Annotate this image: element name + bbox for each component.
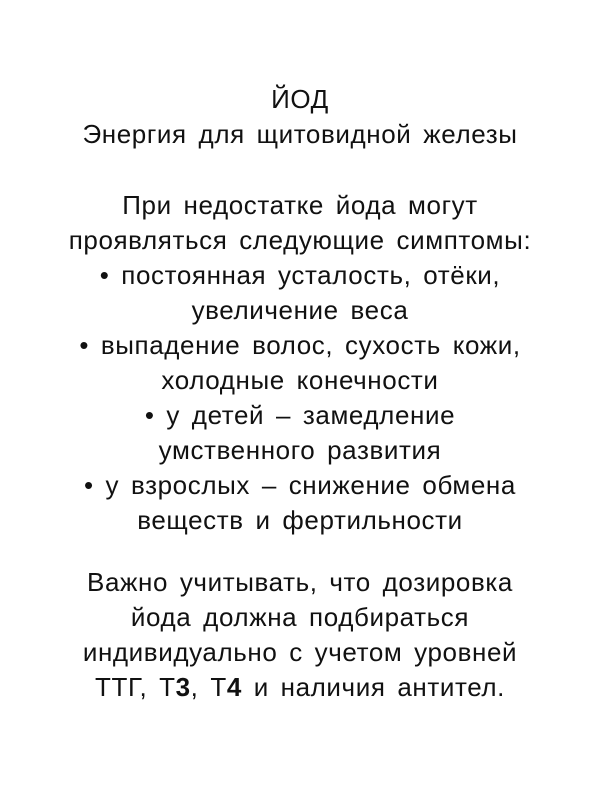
symptom-bullet-children: • у детей – замедление [144,400,456,430]
symptom-bullet-hair-loss-cont: холодные конечности [161,365,439,395]
note-line-3: индивидуально с учетом уровней [82,637,518,667]
symptom-bullet-hair-loss: • выпадение волос, сухость кожи, [79,330,521,360]
note-line-4 [20,670,580,705]
symptom-bullet-fatigue: • постоянная усталость, отёки, [99,260,501,290]
note-t3-digit: 3 [175,672,191,702]
note-line-1: Важно учитывать, что дозировка [87,567,513,597]
symptoms-intro-line-2: проявляться следующие симптомы: [68,225,532,255]
page-subtitle: Энергия для щитовидной железы [82,119,518,149]
symptom-bullet-fatigue-cont: увеличение веса [191,295,409,325]
note-separator: , Т [190,672,227,702]
symptom-bullet-adults-cont: веществ и фертильности [137,505,463,535]
page-title: ЙОД [271,84,329,114]
dosage-note-section [20,565,580,705]
note-ttg-text: ТТГ, Т [95,672,176,702]
symptoms-intro-line-1: При недостатке йода могут [122,190,478,220]
title-section [20,82,580,152]
symptoms-section [20,188,580,538]
symptom-bullet-adults: • у взрослых – снижение обмена [84,470,516,500]
symptom-bullet-children-cont: умственного развития [158,435,442,465]
note-rest-text: и наличия антител. [241,672,505,702]
note-t4-digit: 4 [226,672,242,702]
note-line-2: йода должна подбираться [130,602,470,632]
